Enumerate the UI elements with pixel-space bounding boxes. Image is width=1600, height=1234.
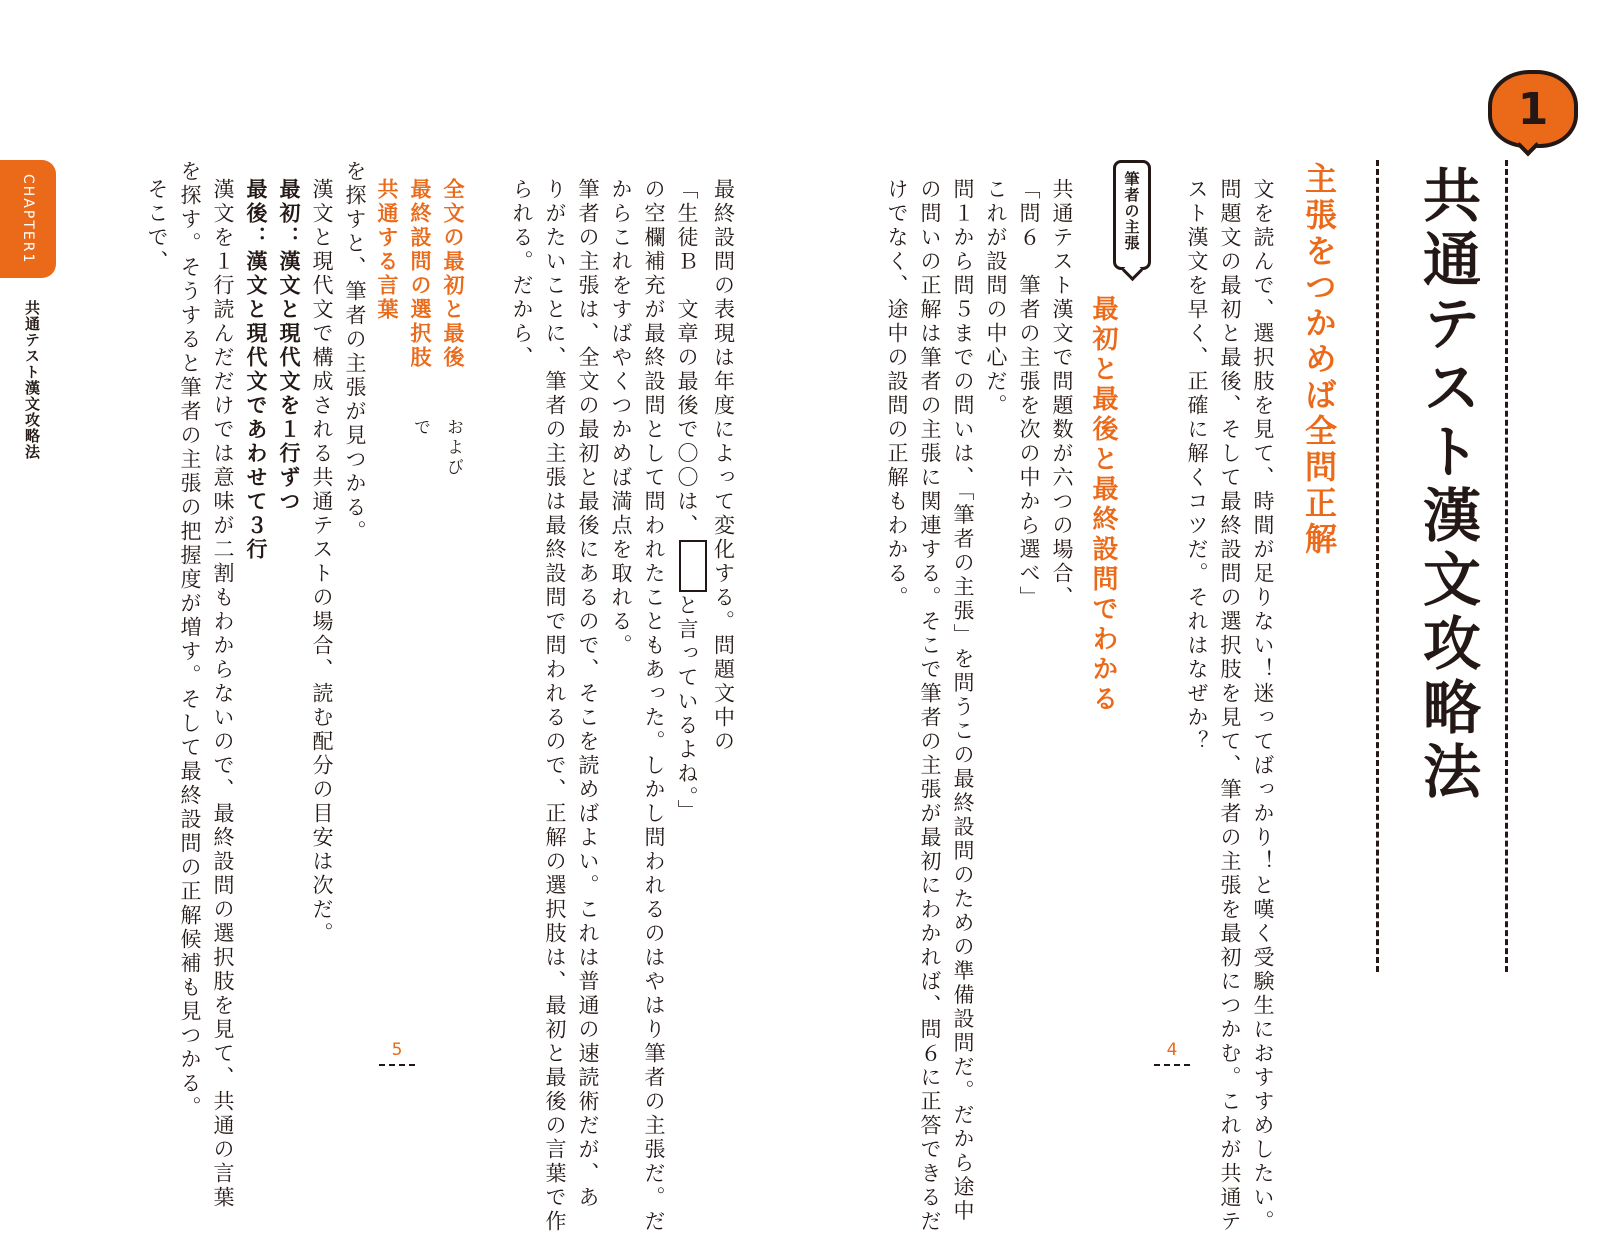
intro-line: スト漢文を早く、正確に解くコツだ。それはなぜか？ xyxy=(1185,178,1209,754)
body-line: 最終設問の表現は年度によって変化する。問題文中の xyxy=(711,178,736,754)
body-line: 問１から問５までの問いは、「筆者の主張」を問うこの最終設問のための準備設問だ。だから途中 xyxy=(951,178,975,1224)
body-line: これが設問の中心だ。 xyxy=(984,178,1008,418)
intro-line: 問題文の最初と最後、そして最終設問の選択肢を見て、筆者の主張を最初につかむ。これが共通テ xyxy=(1218,178,1242,1234)
body-line: の問いの正解は筆者の主張に関連する。そこで筆者の主張が最初にわかれば、問６に正答できるだ xyxy=(918,178,942,1234)
page-number-left: 5 xyxy=(391,1040,403,1060)
intro-paragraph xyxy=(1180,178,1279,1234)
page-subtitle: 主張をつかめば全問正解 xyxy=(1300,162,1338,558)
body-line: 筆者の主張は、全文の最初と最後にあるので、そこを読めばよい。これは普通の速読術だが、あ xyxy=(576,178,600,1210)
body-line: からこれをすばやくつかめば満点を取れる。 xyxy=(609,178,633,658)
quote-end: と言っているよね。」 xyxy=(675,594,699,824)
body-line: 漢文を１行読んだだけでは意味が二割もわからないので、最終設問の選択肢を見て、共通の言葉 xyxy=(211,178,235,1210)
intro-line: 文を読んで、選択肢を見て、時間が足りない！迷ってばっかり！と嘆く受験生におすすめしたい。 xyxy=(1251,178,1275,1234)
page-number-underline xyxy=(1154,1064,1190,1066)
section-body xyxy=(880,178,1078,1234)
body-line: 「問６ 筆者の主張を次の中から選べ」 xyxy=(1017,178,1041,610)
body-line: そこで、 xyxy=(145,178,169,274)
body-line: を探すと、筆者の主張が見つかる。 xyxy=(343,160,367,544)
body-line: の空欄補充が最終設問として問われたこともあった。しかし問われるのはやはり筆者の主張だ。だ xyxy=(642,178,666,1234)
list-item: 最初：漢文と現代文を１行ずつ xyxy=(277,178,301,514)
emphasis-and: および xyxy=(443,418,463,478)
chapter-number-badge: 1 xyxy=(1488,70,1578,148)
emphasis-common-words: 共通する言葉 xyxy=(375,178,399,322)
left-body-b xyxy=(140,160,371,1210)
emphasis-line xyxy=(436,178,469,998)
keyword-tag-label: 筆者の主張 xyxy=(1122,171,1141,251)
quote-line xyxy=(670,178,707,998)
body-line: られる。だから、 xyxy=(510,178,534,370)
body-line: 漢文と現代文で構成される共通テストの場合、読む配分の目安は次だ。 xyxy=(310,178,334,946)
title-divider xyxy=(1505,160,1508,972)
left-body-a xyxy=(505,178,740,1234)
body-line: を探す。そうすると筆者の主張の把握度が増す。そして最終設問の正解候補も見つかる。 xyxy=(178,160,202,1120)
body-line: けでなく、途中の設問の正解もわかる。 xyxy=(885,178,909,610)
emphasis-first-last: 全文の最初と最後 xyxy=(441,178,465,370)
emphasis-de: で xyxy=(410,418,430,438)
list-item: 最後：漢文と現代文であわせて３行 xyxy=(244,178,268,562)
page-number-underline xyxy=(379,1064,415,1066)
emphasis-line xyxy=(370,178,403,998)
subtitle-divider xyxy=(1376,160,1379,972)
blank-box xyxy=(679,540,707,592)
emphasis-block xyxy=(370,178,469,998)
emphasis-final-choices: 最終設問の選択肢 xyxy=(408,178,432,370)
chapter-tab xyxy=(0,160,56,278)
chapter-tab-label: CHAPTER1 xyxy=(20,173,36,265)
emphasis-line xyxy=(403,178,436,998)
page-number-right: 4 xyxy=(1166,1040,1178,1060)
quote-start: 「生徒Ｂ 文章の最後で〇〇は、 xyxy=(675,178,699,538)
running-head: 共通テスト漢文攻略法 xyxy=(23,300,41,460)
body-line: りがたいことに、筆者の主張は最終設問で問われるので、正解の選択肢は、最初と最後の言葉で作 xyxy=(543,178,567,1234)
keyword-tag xyxy=(1113,160,1151,270)
section-heading: 最初と最後と最終設問でわかる xyxy=(1088,295,1118,715)
body-line: 共通テスト漢文で問題数が六つの場合、 xyxy=(1050,178,1074,610)
page-title: 共通テスト漢文攻略法 xyxy=(1413,165,1481,805)
